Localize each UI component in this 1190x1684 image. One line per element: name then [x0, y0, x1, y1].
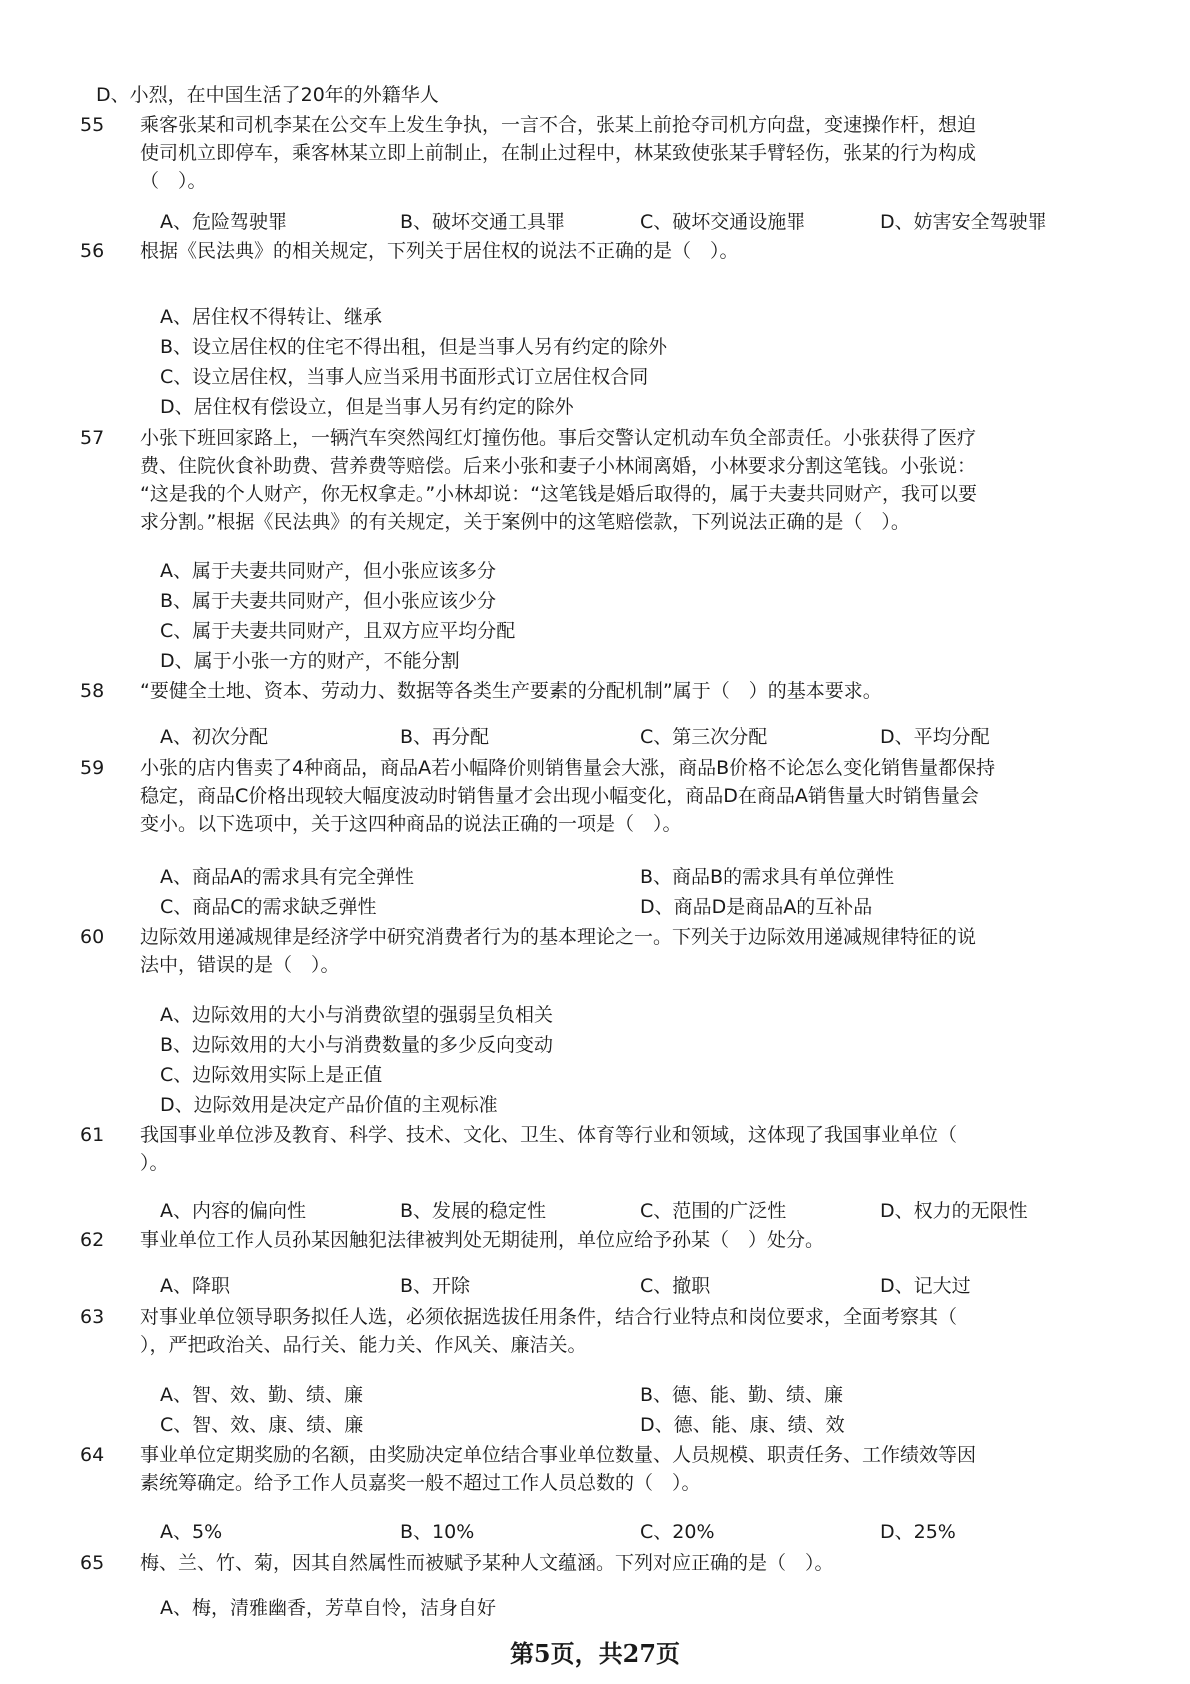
- option-c: C、智、效、康、绩、廉: [160, 1414, 364, 1436]
- question-number: 65: [80, 1552, 105, 1574]
- option-b: B、破坏交通工具罪: [400, 211, 566, 233]
- option-b: B、开除: [400, 1275, 471, 1297]
- option-c: C、范围的广泛性: [640, 1200, 787, 1222]
- question-text-line: 我国事业单位涉及教育、科学、技术、文化、卫生、体育等行业和领域，这体现了我国事业单位（: [140, 1124, 958, 1146]
- option-b: B、再分配: [400, 726, 490, 748]
- question-text-line: 小张下班回家路上，一辆汽车突然闯红灯撞伤他。事后交警认定机动车负全部责任。小张获得了医疗: [140, 427, 977, 449]
- question-number: 57: [80, 427, 105, 449]
- question-text-line: 变小。以下选项中，关于这四种商品的说法正确的一项是（ ）。: [140, 813, 682, 835]
- option-c: C、20%: [640, 1521, 715, 1543]
- option-a: A、内容的偏向性: [160, 1200, 306, 1222]
- question-text-line: 根据《民法典》的相关规定，下列关于居住权的说法不正确的是（ ）。: [140, 240, 739, 262]
- question-text-line: 边际效用递减规律是经济学中研究消费者行为的基本理论之一。下列关于边际效用递减规律特征的说: [140, 926, 977, 948]
- option-d: D、25%: [880, 1521, 956, 1543]
- option-c: C、破坏交通设施罪: [640, 211, 806, 233]
- option-d: D、记大过: [880, 1275, 971, 1297]
- option-a: A、智、效、勤、绩、廉: [160, 1384, 363, 1406]
- question-text-line: 小张的店内售卖了4种商品，商品A若小幅降价则销售量会大涨，商品B价格不论怎么变化销售量都保持: [140, 757, 996, 779]
- option-b: B、属于夫妻共同财产，但小张应该少分: [160, 590, 497, 612]
- question-text-line: （ ）。: [140, 170, 207, 192]
- question-text-line: 梅、兰、竹、菊，因其自然属性而被赋予某种人文蕴涵。下列对应正确的是（ ）。: [140, 1552, 834, 1574]
- option-b: B、设立居住权的住宅不得出租，但是当事人另有约定的除外: [160, 336, 668, 358]
- question-number: 64: [80, 1444, 105, 1466]
- option-a: A、商品A的需求具有完全弹性: [160, 866, 414, 888]
- option-d: D、商品D是商品A的互补品: [640, 896, 873, 918]
- option-b: B、商品B的需求具有单位弹性: [640, 866, 895, 888]
- option-a: A、边际效用的大小与消费欲望的强弱呈负相关: [160, 1004, 553, 1026]
- option-b: B、德、能、勤、绩、廉: [640, 1384, 844, 1406]
- question-number: 58: [80, 680, 105, 702]
- option-c: C、第三次分配: [640, 726, 768, 748]
- question-text-line: 乘客张某和司机李某在公交车上发生争执，一言不合，张某上前抢夺司机方向盘，变速操作杆，想迫: [140, 114, 977, 136]
- option-c: C、撤职: [640, 1275, 711, 1297]
- question-text-line: 法中，错误的是（ ）。: [140, 954, 340, 976]
- option-c: C、商品C的需求缺乏弹性: [160, 896, 377, 918]
- question-text-line: “要健全土地、资本、劳动力、数据等各类生产要素的分配机制”属于（ ）的基本要求。: [140, 680, 882, 702]
- question-number: 63: [80, 1306, 105, 1328]
- question-text-line: 使司机立即停车，乘客林某立即上前制止，在制止过程中，林某致使张某手臂轻伤，张某的行为构成: [140, 142, 977, 164]
- question-number: 56: [80, 240, 105, 262]
- question-text-line: 事业单位定期奖励的名额，由奖励决定单位结合事业单位数量、人员规模、职责任务、工作绩效等因: [140, 1444, 977, 1466]
- question-text-line: 费、住院伙食补助费、营养费等赔偿。后来小张和妻子小林闹离婚，小林要求分割这笔钱。小张说：: [140, 455, 977, 477]
- option-c: C、属于夫妻共同财产，且双方应平均分配: [160, 620, 516, 642]
- option-b: B、边际效用的大小与消费数量的多少反向变动: [160, 1034, 554, 1056]
- option-a: A、居住权不得转让、继承: [160, 306, 382, 328]
- option-a: A、5%: [160, 1521, 223, 1543]
- option-c: C、设立居住权，当事人应当采用书面形式订立居住权合同: [160, 366, 649, 388]
- option-c: C、边际效用实际上是正值: [160, 1064, 383, 1086]
- option-a: A、降职: [160, 1275, 230, 1297]
- option-b: B、10%: [400, 1521, 475, 1543]
- question-number: 55: [80, 114, 105, 136]
- option-a: A、初次分配: [160, 726, 268, 748]
- question-text-line: “这是我的个人财产，你无权拿走。”小林却说：“这笔钱是婚后取得的，属于夫妻共同财产，我可以要: [140, 483, 978, 505]
- question-text-line: 稳定，商品C价格出现较大幅度波动时销售量才会出现小幅变化，商品D在商品A销售量大时销售量会: [140, 785, 979, 807]
- option-d: D、平均分配: [880, 726, 990, 748]
- option-d: D、边际效用是决定产品价值的主观标准: [160, 1094, 498, 1116]
- option-d: D、居住权有偿设立，但是当事人另有约定的除外: [160, 396, 574, 418]
- question-number: 59: [80, 757, 105, 779]
- option-d: D、权力的无限性: [880, 1200, 1028, 1222]
- question-text-line: ），严把政治关、品行关、能力关、作风关、廉洁关。: [140, 1334, 587, 1356]
- option-b: B、发展的稳定性: [400, 1200, 547, 1222]
- question-text-line: 事业单位工作人员孙某因触犯法律被判处无期徒刑，单位应给予孙某（ ）处分。: [140, 1229, 825, 1251]
- question-text-line: ）。: [140, 1152, 169, 1174]
- q54-option-d: D、小烈，在中国生活了20年的外籍华人: [96, 84, 439, 106]
- question-text-line: 求分割。”根据《民法典》的有关规定，关于案例中的这笔赔偿款，下列说法正确的是（ ）。: [140, 511, 910, 533]
- page-footer: 第5页，共27页: [509, 1639, 681, 1668]
- question-text-line: 对事业单位领导职务拟任人选，必须依据选拔任用条件，结合行业特点和岗位要求，全面考察其（: [140, 1306, 958, 1328]
- option-a: A、危险驾驶罪: [160, 211, 287, 233]
- option-d: D、属于小张一方的财产，不能分割: [160, 650, 460, 672]
- option-d: D、妨害安全驾驶罪: [880, 211, 1047, 233]
- question-number: 62: [80, 1229, 105, 1251]
- question-number: 60: [80, 926, 105, 948]
- option-a: A、属于夫妻共同财产，但小张应该多分: [160, 560, 496, 582]
- option-d: D、德、能、康、绩、效: [640, 1414, 845, 1436]
- option-a: A、梅，清雅幽香，芳草自怜，洁身自好: [160, 1597, 496, 1619]
- question-text-line: 素统筹确定。给予工作人员嘉奖一般不超过工作人员总数的（ ）。: [140, 1472, 701, 1494]
- question-number: 61: [80, 1124, 105, 1146]
